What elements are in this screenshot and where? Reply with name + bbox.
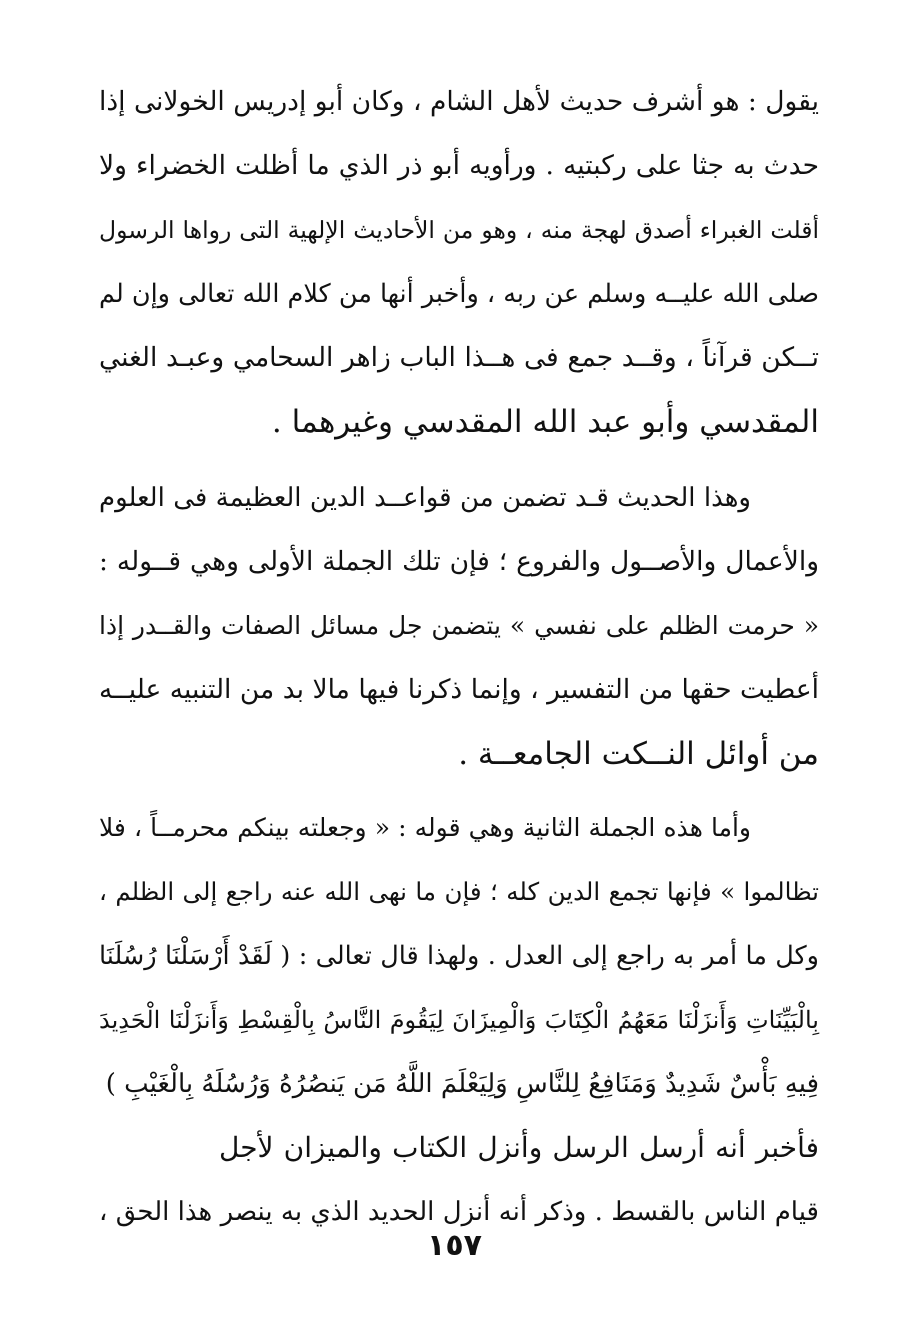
quran-verse-line: بِالْبَيِّنَاتِ وَأَنزَلْنَا مَعَهُمُ الْكِتَابَ وَالْمِيزَانَ لِيَقُومَ النَّاسُ بِالْقِسْطِ وَأَنزَلْنَا الْحَدِيدَ: [99, 1006, 819, 1034]
text-line: المقدسي وأبو عبد الله المقدسي وغيرهما .: [271, 404, 819, 440]
quran-verse-line: فِيهِ بَأْسٌ شَدِيدٌ وَمَنَافِعُ لِلنَّاسِ وَلِيَعْلَمَ اللَّهُ مَن يَنصُرُهُ وَرُسُلَهُ بِالْغَيْبِ ): [105, 1069, 819, 1099]
text-line: يقول : هو أشرف حديث لأهل الشام ، وكان أبو إدريس الخولانى إذا: [99, 86, 819, 117]
text-line: أعطيت حقها من التفسير ، وإنما ذكرنا فيها مالا بد من التنبيه عليــه: [99, 674, 819, 705]
text-line: والأعمال والأصــول والفروع ؛ فإن تلك الجملة الأولى وهي قــوله :: [99, 546, 819, 577]
text-line: وكل ما أمر به راجع إلى العدل . ولهذا قال تعالى : ( لَقَدْ أَرْسَلْنَا رُسُلَنَا: [99, 941, 819, 971]
text-line: فأخبر أنه أرسل الرسل وأنزل الكتاب والميزان لأجل: [219, 1131, 819, 1164]
text-line: من أوائل النــكت الجامعــة .: [458, 736, 819, 772]
paragraph-2: [99, 466, 819, 786]
text-line: وهذا الحديث قـد تضمن من قواعــد الدين العظيمة فى العلوم: [99, 483, 751, 513]
text-line: وأما هذه الجملة الثانية وهي قوله : « وجعلته بينكم محرمــاً ، فلا: [99, 813, 751, 842]
text-line: « حرمت الظلم على نفسي » يتضمن جل مسائل الصفات والقــدر إذا: [99, 611, 819, 640]
text-line: أقلت الغبراء أصدق لهجة منه ، وهو من الأحاديث الإلهية التى رواها الرسول: [99, 216, 819, 244]
text-line: تظالموا » فإنها تجمع الدين كله ؛ فإن ما نهى الله عنه راجع إلى الظلم ،: [99, 877, 819, 906]
paragraph-3: [99, 796, 819, 1244]
text-line: صلى الله عليــه وسلم عن ربه ، وأخبر أنها من كلام الله تعالى وإن لم: [99, 279, 819, 309]
text-line: قيام الناس بالقسط . وذكر أنه أنزل الحديد الذي به ينصر هذا الحق ،: [99, 1197, 819, 1227]
paragraph-1: [99, 70, 819, 454]
page-number: ١٥٧: [427, 1228, 482, 1263]
text-line: حدث به جثا على ركبتيه . ورأويه أبو ذر الذي ما أظلت الخضراء ولا: [99, 150, 819, 181]
text-line: تــكن قرآناً ، وقــد جمع فى هــذا الباب زاهر السحامي وعبـد الغني: [99, 342, 819, 373]
